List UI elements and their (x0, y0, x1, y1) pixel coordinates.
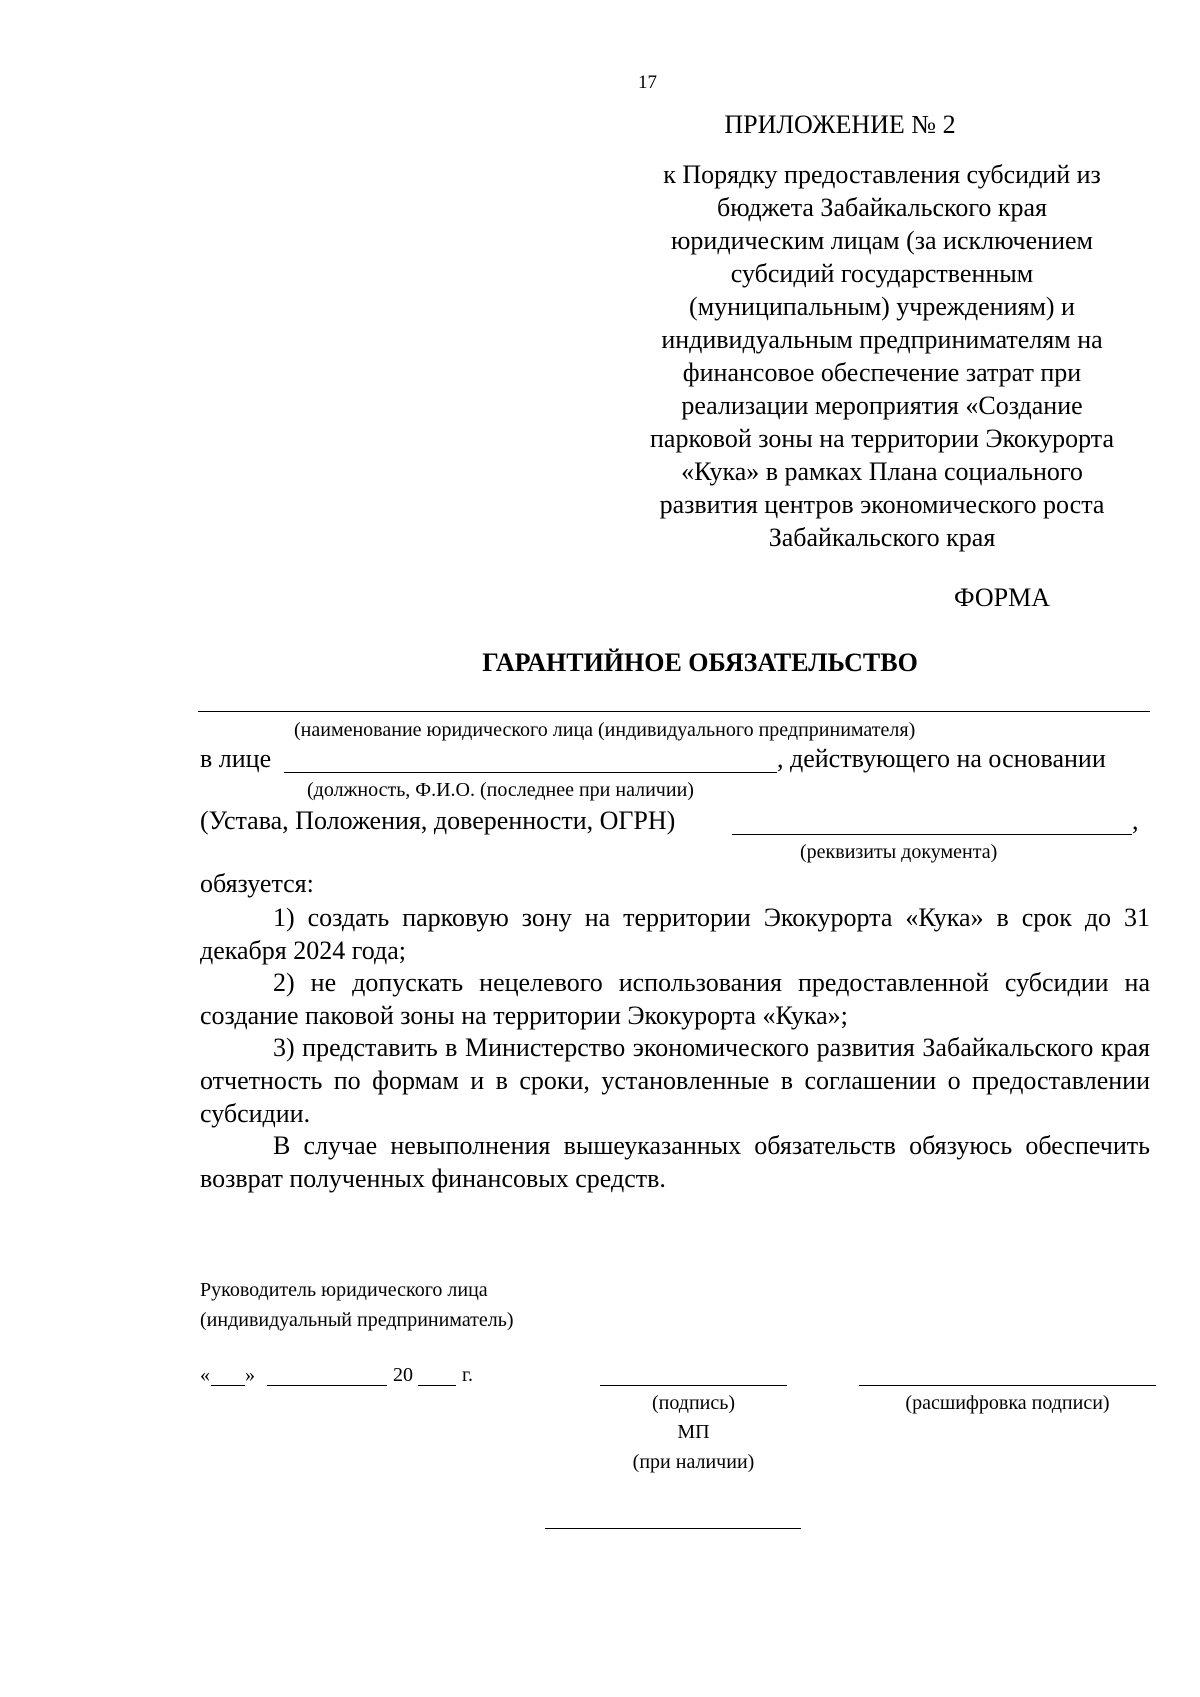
appendix-description-line: развития центров экономического роста (659, 490, 1105, 519)
year-prefix: 20 (393, 1364, 413, 1386)
position-hint: (должность, Ф.И.О. (последнее при наличии) (307, 779, 694, 801)
form-label: ФОРМА (954, 583, 1050, 612)
date-month-field[interactable] (267, 1385, 387, 1386)
obligates-text: обязуется: (200, 869, 314, 898)
closing-paragraph: В случае невыполнения вышеуказанных обязательств обязуюсь обеспечить возврат полученных финансовых средств. (200, 1131, 1150, 1193)
signature-decoding-field[interactable] (859, 1385, 1156, 1386)
document-title: ГАРАНТИЙНОЕ ОБЯЗАТЕЛЬСТВО (482, 648, 918, 677)
document-details-field[interactable] (732, 834, 1132, 835)
signature-field[interactable] (600, 1385, 787, 1386)
obligation-item-3: 3) представить в Министерство экономического развития Забайкальского края отчетность по формам и в сроки, установленные в соглашении о предоставлении субсидии. (200, 1033, 1150, 1128)
representative-field[interactable] (284, 772, 777, 773)
appendix-description-line: к Порядку предоставления субсидий из (663, 160, 1101, 189)
obligation-item-1: 1) создать парковую зону на территории Экокурорта «Кука» в срок до 31 декабря 2024 года; (200, 903, 1150, 965)
date-day-field[interactable] (211, 1385, 245, 1386)
appendix-description (612, 158, 1152, 554)
signature-hint: (подпись) (651, 1392, 736, 1414)
in-person-suffix: , действующего на основании (777, 744, 1106, 773)
obligation-item-2: 2) не допускать нецелевого использования предоставленной субсидии на создание паковой зоны на территории Экокурорта «Кука»; (200, 968, 1150, 1030)
document-details-hint: (реквизиты документа) (800, 841, 998, 863)
in-person-prefix: в лице (200, 744, 272, 773)
stamp-hint: (при наличии) (632, 1451, 755, 1473)
appendix-description-line: индивидуальным предпринимателям на (661, 325, 1103, 354)
page-number: 17 (638, 72, 657, 93)
head-title-line-2: (индивидуальный предприниматель) (200, 1309, 514, 1331)
entity-name-field[interactable] (198, 711, 1150, 712)
date-close-quote: » (245, 1364, 255, 1386)
appendix-description-line: бюджета Забайкальского края (716, 193, 1048, 222)
stamp-label: МП (677, 1421, 710, 1443)
date-open-quote: « (200, 1364, 210, 1386)
appendix-description-line: парковой зоны на территории Экокурорта (649, 424, 1114, 453)
appendix-description-line: субсидий государственным (730, 259, 1034, 288)
appendix-description-line: (муниципальным) учреждениям) и (689, 292, 1075, 321)
appendix-description-line: финансовое обеспечение затрат при (682, 358, 1082, 387)
appendix-description-line: «Кука» в рамках Плана социального (681, 457, 1083, 486)
entity-name-hint: (наименование юридического лица (индивидуального предпринимателя) (294, 719, 916, 741)
appendix-title: ПРИЛОЖЕНИЕ № 2 (724, 110, 956, 139)
bottom-separator-line (545, 1528, 801, 1529)
date-year-field[interactable] (418, 1385, 456, 1386)
basis-text: (Устава, Положения, доверенности, ОГРН) (200, 806, 676, 835)
signature-decoding-hint: (расшифровка подписи) (905, 1392, 1110, 1414)
appendix-description-line: юридическим лицам (за исключением (671, 226, 1093, 255)
head-title-line-1: Руководитель юридического лица (200, 1279, 488, 1301)
basis-end: , (1132, 806, 1139, 835)
appendix-description-line: Забайкальского края (768, 523, 996, 552)
appendix-description-line: реализации мероприятия «Создание (681, 391, 1083, 420)
year-suffix: г. (462, 1364, 473, 1386)
